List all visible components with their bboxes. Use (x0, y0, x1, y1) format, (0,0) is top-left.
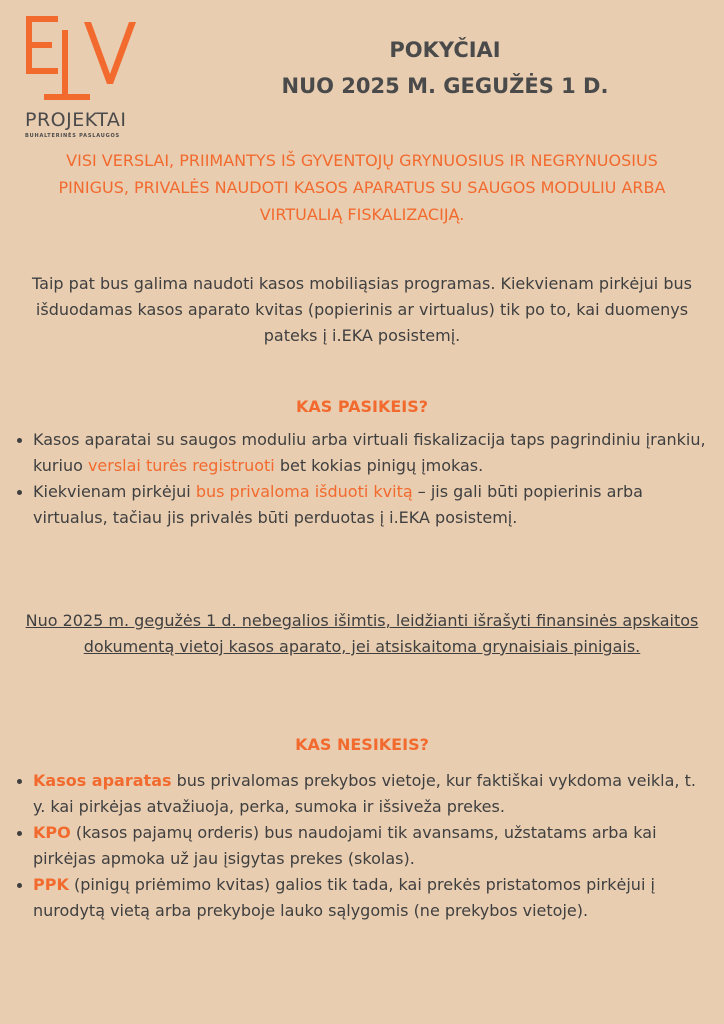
changes-heading: KAS PASIKEIS? (295, 397, 429, 416)
changes-list (16, 427, 706, 531)
intro-paragraph: Taip pat bus galima naudoti kasos mobiliąsias programas. Kiekvienam pirkėjui bus išduodamas kasos aparato kvitas (popierinis ar virtualus) tik po to, kai duomenys pateks į i.EKA posistemį. (32, 274, 692, 345)
term-label: PPK (33, 875, 69, 894)
list-item: Kasos aparatai su saugos moduliu arba virtuali fiskalizacija taps pagrindiniu įrankiu, kuriuo verslai turės registruoti bet kokias pinigų įmokas. (16, 427, 706, 479)
unchanged-heading: KAS NESIKEIS? (295, 735, 429, 754)
title-line-2: NUO 2025 M. GEGUŽĖS 1 D. (281, 74, 609, 98)
page-title (250, 32, 640, 104)
highlight-text: bus privaloma išduoti kvitą (195, 482, 413, 501)
company-logo (22, 12, 144, 139)
logo-tagline: BUHALTERINĖS PASLAUGOS (25, 133, 120, 139)
term-label: KPO (33, 823, 71, 842)
elv-logo-mark (22, 12, 144, 107)
unchanged-list (16, 768, 706, 924)
list-item: PPK (pinigų priėmimo kvitas) galios tik tada, kai prekės pristatomos pirkėjui į nurodytą vietą arba prekyboje lauko sąlygomis (ne prekybos vietoje). (16, 872, 706, 924)
list-item: KPO (kasos pajamų orderis) bus naudojami tik avansams, užstatams arba kai pirkėjas apmoka už jau įsigytas prekes (skolas). (16, 820, 706, 872)
logo-wordmark: PROJEKTAI (25, 109, 127, 131)
title-line-1: POKYČIAI (389, 38, 501, 62)
list-item: Kasos aparatas bus privalomas prekybos vietoje, kur faktiškai vykdoma veikla, t. y. kai pirkėjas atvažiuoja, perka, sumoka ir išsiveža prekes. (16, 768, 706, 820)
highlight-text: verslai turės registruoti (87, 456, 275, 475)
notice-paragraph: Nuo 2025 m. gegužės 1 d. nebegalios išimtis, leidžianti išrašyti finansinės apskaitos dokumentą vietoj kasos aparato, jei atsiskaitoma grynaisiais pinigais. (25, 611, 699, 656)
term-label: Kasos aparatas (33, 771, 172, 790)
lead-statement: VISI VERSLAI, PRIIMANTYS IŠ GYVENTOJŲ GRYNUOSIUS IR NEGRYNUOSIUS PINIGUS, PRIVALĖS NAUDOTI KASOS APARATUS SU SAUGOS MODULIU ARBA VIRTUALIĄ FISKALIZACIJĄ. (58, 151, 666, 224)
list-item: Kiekvienam pirkėjui bus privaloma išduoti kvitą – jis gali būti popierinis arba virtualus, tačiau jis privalės būti perduotas į i.EKA posistemį. (16, 479, 706, 531)
